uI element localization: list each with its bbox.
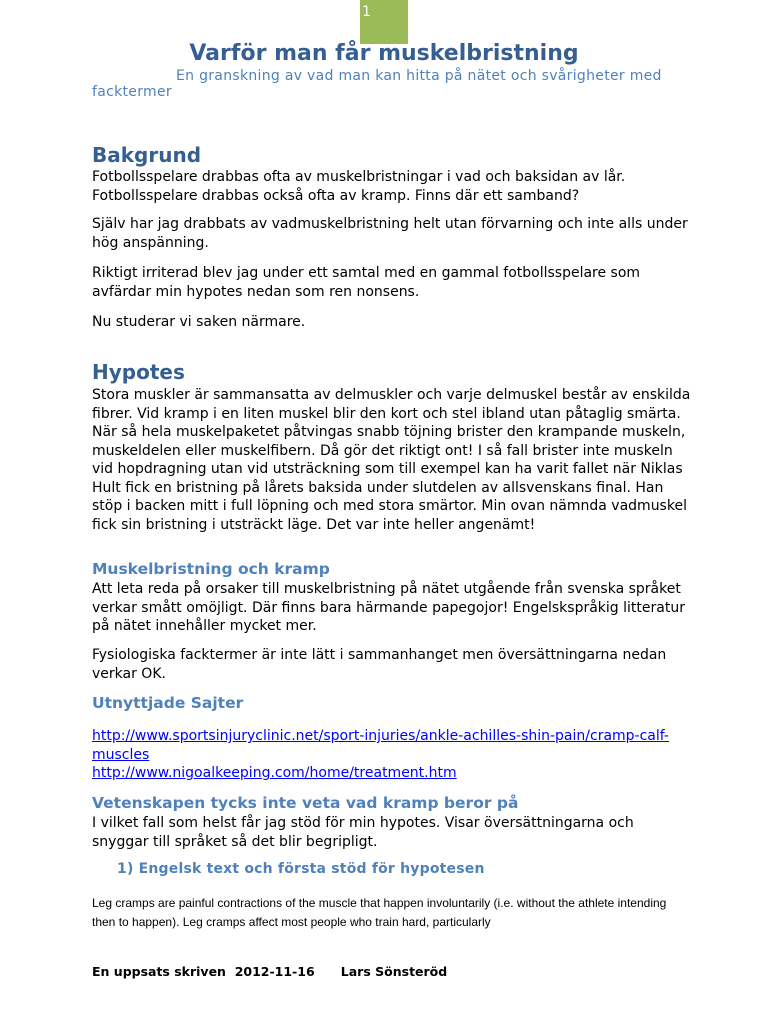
document-subtitle: En granskning av vad man kan hitta på nätet och svårigheter med facktermer — [92, 68, 662, 100]
footer-label: En uppsats skriven — [92, 964, 226, 979]
heading-vetenskapen: Vetenskapen tycks inte veta vad kramp beror på — [92, 794, 519, 812]
bakgrund-paragraph-1: Fotbollsspelare drabbas ofta av muskelbristningar i vad och baksidan av lår. Fotbollsspelare drabbas också ofta av kramp. Finns där ett samband? — [92, 169, 626, 204]
page-number-box — [360, 0, 408, 44]
bakgrund-paragraph-3: Riktigt irriterad blev jag under ett samtal med en gammal fotbollsspelare som avfärdar min hypotes nedan som ren nonsens. — [92, 265, 641, 300]
footer — [92, 964, 447, 979]
heading-bakgrund: Bakgrund — [92, 143, 202, 167]
link-sportsinjuryclinic[interactable]: http://www.sportsinjuryclinic.net/sport-injuries/ankle-achilles-shin-pain/cramp-calf-muscles — [92, 728, 669, 763]
heading-hypotes: Hypotes — [92, 360, 185, 384]
page-number: 1 — [362, 4, 371, 20]
heading-sajter: Utnyttjade Sajter — [92, 694, 244, 712]
muskel-paragraph-1: Att leta reda på orsaker till muskelbristning på nätet utgående från svenska språket verkar smått omöjligt. Där finns bara härmande papegojor! Engelskspråkig litteratur på nätet innehåller mycket mer. — [92, 581, 685, 634]
vetenskapen-paragraph: I vilket fall som helst får jag stöd för min hypotes. Visar översättningarna och snyggar till språket så det blir begripligt. — [92, 815, 634, 850]
footer-date: 2012-11-16 — [234, 964, 315, 979]
english-text: Leg cramps are painful contractions of the muscle that happen involuntarily (i.e. without the athlete intending then to happen). Leg cramps affect most people who train hard, particularly — [92, 896, 667, 929]
document-title: Varför man får muskelbristning — [189, 41, 579, 66]
heading-muskelbristning: Muskelbristning och kramp — [92, 560, 330, 578]
links-block — [92, 727, 692, 783]
list-item-1: 1) Engelsk text och första stöd för hypotesen — [117, 861, 485, 877]
muskel-paragraph-2: Fysiologiska facktermer är inte lätt i sammanhanget men översättningarna nedan verkar OK. — [92, 647, 667, 682]
bakgrund-paragraph-2: Själv har jag drabbats av vadmuskelbristning helt utan förvarning och inte alls under hög anspänning. — [92, 216, 688, 251]
link-nigoalkeeping[interactable]: http://www.nigoalkeeping.com/home/treatment.htm — [92, 765, 457, 781]
bakgrund-paragraph-4: Nu studerar vi saken närmare. — [92, 314, 306, 330]
footer-author: Lars Sönsteröd — [340, 964, 448, 979]
hypotes-paragraph: Stora muskler är sammansatta av delmuskler och varje delmuskel består av enskilda fibrer. Vid kramp i en liten muskel blir den kort och stel ibland utan påtaglig smärta. När så hela muskelpaketet påtvingas snabb töjning brister den krampande muskeln, muskeldelen eller muskelfibern. Då gör det riktigt ont! I så fall brister inte muskeln vid hopdragning utan vid utsträckning som till exempel kan ha varit fallet när Niklas Hult fick en bristning på lårets baksida under slutdelen av allsvenskans final. Han stöp i backen mitt i full löpning och med stora smärtor. Min ovan nämnda vadmuskel fick sin bristning i utsträckt läge. Det var inte heller angenämt! — [92, 387, 691, 533]
